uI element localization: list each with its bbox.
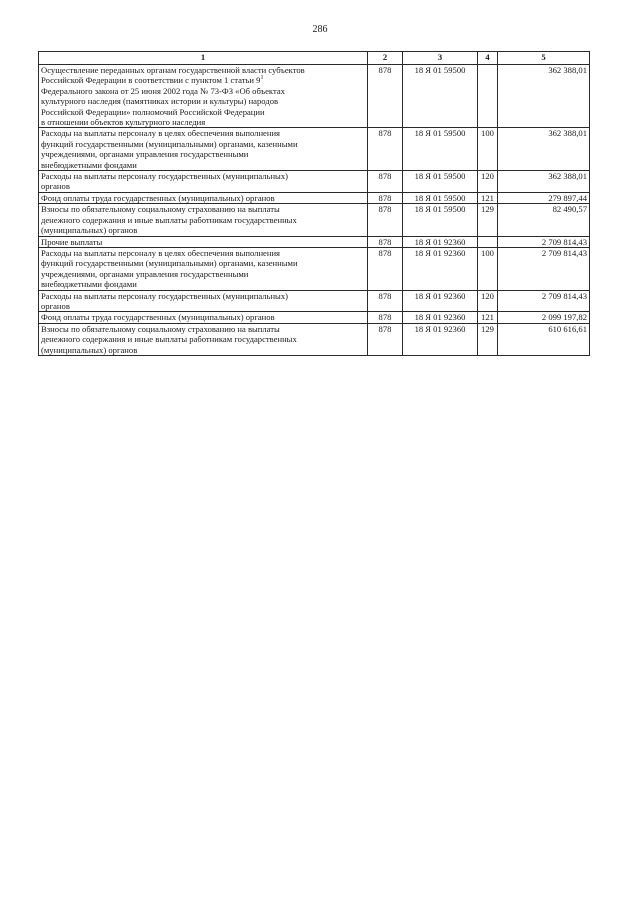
row-name-line: Российской Федерации в соответствии с пунктом 1 статьи $9^1$ — [41, 75, 264, 86]
row-name — [39, 65, 368, 128]
row-name — [39, 236, 368, 247]
row-target-code: 18 Я 01 59500 — [403, 171, 478, 193]
row-name — [39, 247, 368, 290]
row-name-line: органов — [41, 300, 70, 311]
row-name-line: Взносы по обязательному социальному страхованию на выплаты — [41, 204, 280, 215]
table-row — [39, 171, 590, 193]
row-target-code: 18 Я 01 92360 — [403, 312, 478, 323]
row-target-code: 18 Я 01 92360 — [403, 236, 478, 247]
row-name-line: Фонд оплаты труда государственных (муниципальных) органов — [41, 312, 275, 323]
row-name — [39, 312, 368, 323]
row-expense-type: 121 — [478, 312, 498, 323]
row-name-line: Фонд оплаты труда государственных (муниципальных) органов — [41, 192, 275, 203]
row-expense-type: 120 — [478, 171, 498, 193]
header-col-target: 3 — [403, 52, 478, 65]
row-code: 878 — [368, 290, 403, 312]
row-name-line: Осуществление переданных органам государственной власти субъектов — [41, 65, 305, 75]
header-col-type: 4 — [478, 52, 498, 65]
row-amount: 82 490,57 — [498, 204, 590, 236]
table-header — [39, 52, 590, 65]
row-amount: 362 388,01 — [498, 65, 590, 128]
row-target-code: 18 Я 01 92360 — [403, 247, 478, 290]
table-row — [39, 290, 590, 312]
header-col-code: 2 — [368, 52, 403, 65]
row-code: 878 — [368, 312, 403, 323]
row-code: 878 — [368, 192, 403, 203]
row-expense-type: 129 — [478, 323, 498, 355]
row-name — [39, 192, 368, 203]
row-name — [39, 128, 368, 171]
row-name — [39, 204, 368, 236]
row-name-line: функций государственными (муниципальными) органами, казенными — [41, 138, 298, 149]
row-name-line: Прочие выплаты — [41, 236, 103, 247]
row-target-code: 18 Я 01 59500 — [403, 128, 478, 171]
table-row — [39, 247, 590, 290]
row-name-line: учреждениями, органами управления государственными — [41, 268, 249, 279]
row-code: 878 — [368, 65, 403, 128]
row-code: 878 — [368, 236, 403, 247]
row-amount: 362 388,01 — [498, 128, 590, 171]
row-name-line: внебюджетными фондами — [41, 159, 137, 170]
row-name — [39, 290, 368, 312]
row-name-line: внебюджетными фондами — [41, 279, 137, 290]
header-col-name: 1 — [39, 52, 368, 65]
row-code: 878 — [368, 323, 403, 355]
row-name-line: Расходы на выплаты персоналу в целях обеспечения выполнения — [41, 128, 281, 139]
row-name-line: Расходы на выплаты персоналу государственных (муниципальных) — [41, 290, 288, 301]
row-amount: 610 616,61 — [498, 323, 590, 355]
row-expense-type — [478, 65, 498, 128]
table-row — [39, 204, 590, 236]
row-name-line: Расходы на выплаты персоналу государственных (муниципальных) — [41, 171, 288, 182]
table-row — [39, 323, 590, 355]
header-col-amount: 5 — [498, 52, 590, 65]
row-name-line: (муниципальных) органов — [41, 225, 138, 236]
row-target-code: 18 Я 01 59500 — [403, 204, 478, 236]
row-name-line: органов — [41, 181, 70, 192]
row-expense-type: 121 — [478, 192, 498, 203]
page-number: 286 — [312, 24, 328, 35]
table-row — [39, 128, 590, 171]
row-name — [39, 323, 368, 355]
row-name-line: в отношении объектов культурного наследия — [41, 117, 206, 128]
budget-table — [38, 51, 590, 356]
row-name-line: Взносы по обязательному социальному страхованию на выплаты — [41, 323, 280, 334]
row-target-code: 18 Я 01 92360 — [403, 290, 478, 312]
row-name-line: денежного содержания и иные выплаты работникам государственных — [41, 334, 297, 345]
row-code: 878 — [368, 128, 403, 171]
row-name — [39, 171, 368, 193]
row-amount: 362 388,01 — [498, 171, 590, 193]
row-name-line: Российской Федерации» полномочий Российской Федерации — [41, 106, 265, 117]
row-code: 878 — [368, 204, 403, 236]
row-expense-type: 129 — [478, 204, 498, 236]
table-row — [39, 192, 590, 203]
row-code: 878 — [368, 247, 403, 290]
row-expense-type — [478, 236, 498, 247]
row-amount: 2 099 197,82 — [498, 312, 590, 323]
row-name-line: учреждениями, органами управления государственными — [41, 149, 249, 160]
row-name-line: функций государственными (муниципальными) органами, казенными — [41, 258, 298, 269]
row-name-line: культурного наследия (памятниках истории и культуры) народов — [41, 96, 279, 107]
row-expense-type: 120 — [478, 290, 498, 312]
row-name-line: денежного содержания и иные выплаты работникам государственных — [41, 214, 297, 225]
row-expense-type: 100 — [478, 247, 498, 290]
row-target-code: 18 Я 01 92360 — [403, 323, 478, 355]
table-row — [39, 312, 590, 323]
row-target-code: 18 Я 01 59500 — [403, 65, 478, 128]
row-target-code: 18 Я 01 59500 — [403, 192, 478, 203]
row-expense-type: 100 — [478, 128, 498, 171]
row-name-line: Федерального закона от 25 июня 2002 года № 73-ФЗ «Об объектах — [41, 85, 285, 96]
header-row — [39, 52, 590, 65]
table-row — [39, 65, 590, 128]
row-name-line: (муниципальных) органов — [41, 344, 138, 355]
row-amount: 2 709 814,43 — [498, 247, 590, 290]
table-body — [39, 65, 590, 356]
row-amount: 2 709 814,43 — [498, 290, 590, 312]
row-amount: 2 709 814,43 — [498, 236, 590, 247]
row-name-line: Расходы на выплаты персоналу в целях обеспечения выполнения — [41, 247, 281, 258]
row-amount: 279 897,44 — [498, 192, 590, 203]
row-code: 878 — [368, 171, 403, 193]
table-row — [39, 236, 590, 247]
